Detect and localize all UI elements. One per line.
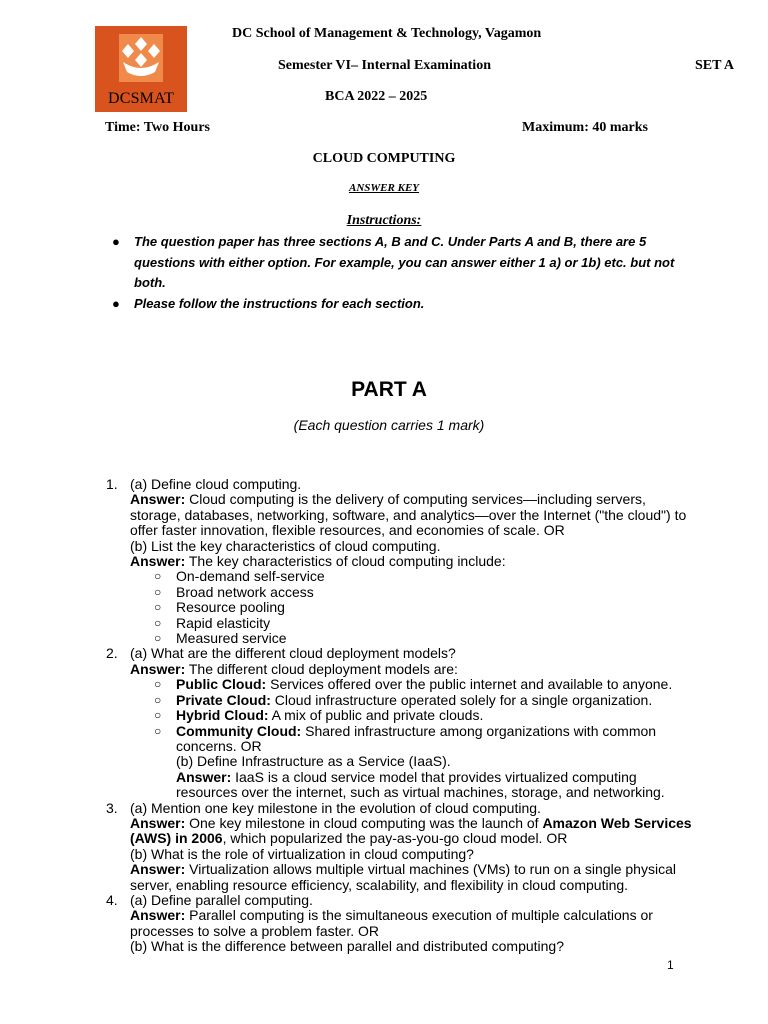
time-label: Time: Two Hours	[105, 120, 211, 135]
bullet-icon: ●	[112, 234, 120, 249]
subject-title: CLOUD COMPUTING	[312, 151, 456, 166]
answer-text: Answer: The different cloud deployment models are:	[130, 660, 458, 677]
dcsmat-logo	[95, 26, 187, 112]
list-item: ○ Community Cloud: Shared infrastructure among organizations with common concerns. OR (b) Define Infrastructure as a Service (IaaS). Answer: IaaS is a cloud service model that provides virtualized computing resources over the internet, such as virtual machines, storage, and networking.	[176, 724, 700, 801]
question-text: (b) What is the role of virtualization in cloud computing?	[130, 845, 474, 862]
instructions-list	[110, 232, 690, 314]
list-item: ○ Rapid elasticity	[154, 614, 271, 631]
school-name: DC School of Management & Technology, Vagamon	[232, 26, 542, 41]
list-item: ○ Private Cloud: Cloud infrastructure operated solely for a single organization.	[154, 691, 653, 708]
circle-bullet-icon: ○	[154, 615, 162, 630]
question-text: (a) Mention one key milestone in the evolution of cloud computing.	[130, 799, 541, 816]
circle-bullet-icon: ○	[154, 600, 162, 615]
part-a-title: PART A	[351, 378, 427, 401]
characteristics-list	[130, 569, 700, 646]
question-text: (b) Define Infrastructure as a Service (IaaS).	[176, 753, 451, 770]
answer-text: Answer: The key characteristics of cloud computing include:	[130, 553, 506, 570]
bullet-icon: ●	[112, 295, 120, 311]
circle-bullet-icon: ○	[154, 677, 162, 692]
question-text: (b) List the key characteristics of cloud computing.	[130, 537, 441, 554]
circle-bullet-icon: ○	[154, 631, 162, 646]
question-number: 3.	[106, 799, 118, 816]
list-item: ○ On-demand self-service	[154, 568, 325, 585]
question-text: (a) Define parallel computing.	[130, 891, 313, 908]
answer-text: Answer: Cloud computing is the delivery of computing services—including servers, storage, databases, networking, software, and analytics—over the Internet ("the cloud") to offer faster innovation, flexible resources, and economies of scale. OR	[130, 491, 687, 539]
question-list	[0, 477, 768, 955]
circle-bullet-icon: ○	[154, 708, 162, 723]
answer-key-label: ANSWER KEY	[349, 182, 419, 194]
list-item: ○ Resource pooling	[154, 599, 285, 616]
answer-text: Answer: Parallel computing is the simultaneous execution of multiple calculations or processes to solve a problem faster. OR	[130, 907, 653, 939]
answer-text: Answer: IaaS is a cloud service model that provides virtualized computing resources over the internet, such as virtual machines, storage, and networking.	[176, 768, 665, 801]
question-2	[0, 646, 700, 800]
deployment-models-list	[130, 677, 700, 800]
part-a-subtitle: (Each question carries 1 mark)	[293, 417, 485, 433]
circle-bullet-icon: ○	[154, 692, 162, 707]
question-number: 1.	[106, 476, 118, 492]
question-text: (a) Define cloud computing.	[130, 476, 302, 492]
question-3	[0, 801, 700, 893]
page-number: 1	[667, 958, 674, 972]
question-text: (a) What are the different cloud deployment models?	[130, 645, 456, 662]
list-item: ○ Measured service	[154, 630, 287, 647]
batch-label: BCA 2022 – 2025	[325, 89, 428, 104]
circle-bullet-icon: ○	[154, 569, 162, 584]
question-number: 2.	[106, 645, 118, 662]
instruction-item: ● The question paper has three sections A, B and C. Under Parts A and B, there are 5 questions with either option. For example, you can answer either 1 a) or 1b) etc. but not both.	[112, 234, 675, 290]
circle-bullet-icon: ○	[154, 723, 162, 738]
list-item: ○ Hybrid Cloud: A mix of public and private clouds.	[154, 707, 484, 724]
question-number: 4.	[106, 891, 118, 908]
instructions-title: Instructions:	[346, 213, 422, 228]
circle-bullet-icon: ○	[154, 584, 162, 599]
set-label: SET A	[695, 58, 735, 73]
question-text: (b) What is the difference between parallel and distributed computing?	[130, 938, 564, 955]
max-marks-label: Maximum: 40 marks	[522, 120, 648, 135]
question-4	[0, 893, 700, 955]
answer-text: Answer: One key milestone in cloud computing was the launch of Amazon Web Services (AWS) in 2006, which popularized the pay-as-you-go cloud model. OR	[130, 814, 692, 847]
logo-text: DCSMAT	[107, 90, 175, 107]
logo-emblem-icon	[119, 34, 163, 82]
list-item: ○ Broad network access	[154, 583, 314, 600]
instruction-item: ● Please follow the instructions for each section.	[110, 294, 690, 315]
question-1	[0, 477, 700, 646]
list-item: ○ Public Cloud: Services offered over the public internet and available to anyone.	[154, 676, 673, 693]
answer-text: Answer: Virtualization allows multiple virtual machines (VMs) to run on a single physical server, enabling resource efficiency, scalability, and flexibility in cloud computing.	[130, 861, 676, 893]
exam-title: Semester VI– Internal Examination	[278, 58, 491, 73]
